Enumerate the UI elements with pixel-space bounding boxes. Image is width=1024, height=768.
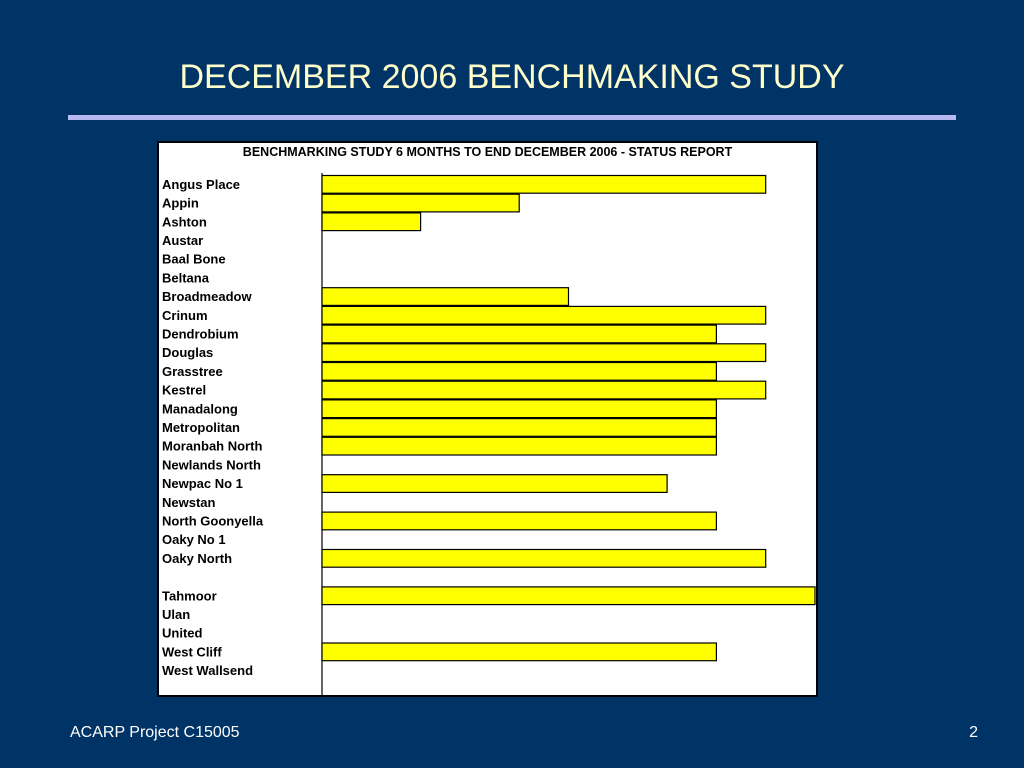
category-label: Manadalong [162,401,238,417]
category-label: West Wallsend [162,663,254,679]
category-label: Austar [162,232,204,248]
bar-grasstree [322,363,716,381]
category-label: Baal Bone [162,251,226,267]
bar-angus-place [322,176,766,194]
category-label: Crinum [162,307,208,323]
category-label: Oaky No 1 [162,532,226,548]
title-divider [68,115,956,120]
category-label: Newpac No 1 [162,476,243,492]
category-label: North Goonyella [162,513,264,529]
category-label: Broadmeadow [162,289,252,305]
category-label: Kestrel [162,382,207,398]
category-label: Ashton [162,214,207,230]
chart-title: BENCHMARKING STUDY 6 MONTHS TO END DECEMBER 2006 - STATUS REPORT [242,145,733,159]
bar-appin [322,194,519,212]
category-label: Grasstree [162,363,223,379]
category-label: Appin [162,195,199,211]
category-label: Newlands North [162,457,261,473]
category-label: Dendrobium [162,326,239,342]
category-label: Oaky North [162,550,233,566]
category-label: West Cliff [162,644,222,660]
category-label: Douglas [162,345,214,361]
category-label: Ulan [162,606,191,622]
bar-crinum [322,306,766,324]
chart-canvas [159,143,816,695]
bar-tahmoor [322,587,815,605]
bar-broadmeadow [322,288,569,306]
bar-west-cliff [322,643,716,661]
category-label: Metropolitan [162,419,240,435]
slide-title: DECEMBER 2006 BENCHMAKING STUDY [179,58,845,96]
bar-manadalong [322,400,716,418]
category-label: United [162,625,203,641]
page-number: 2 [969,724,978,741]
bar-moranbah-north [322,437,716,455]
bar-metropolitan [322,419,716,437]
bar-dendrobium [322,325,716,343]
bar-north-goonyella [322,512,716,530]
bar-ashton [322,213,421,231]
bar-kestrel [322,381,766,399]
footer-project-label: ACARP Project C15005 [70,724,240,741]
category-label: Angus Place [162,176,241,192]
category-label: Moranbah North [162,438,263,454]
category-label: Newstan [162,494,216,510]
bar-douglas [322,344,766,362]
bar-newpac-no-1 [322,475,667,493]
category-label: Tahmoor [162,588,217,604]
category-label: Beltana [162,270,209,286]
status-report-chart [157,141,818,697]
bar-oaky-north [322,550,766,568]
